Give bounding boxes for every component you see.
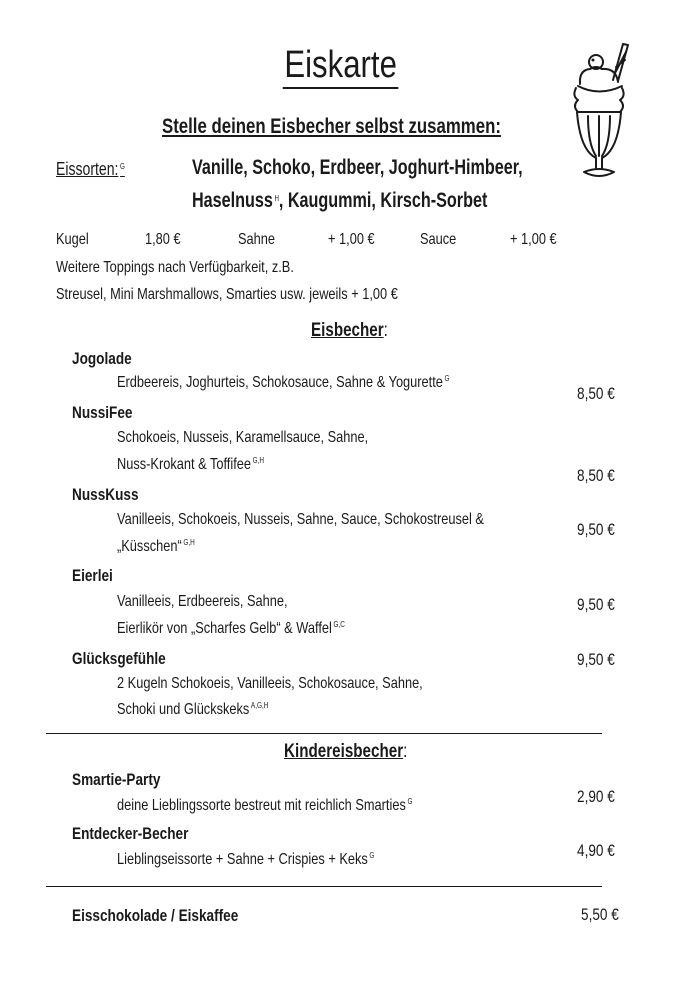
menu-item-price: 9,50 € <box>577 520 615 539</box>
page-title: Eiskarte <box>0 44 681 89</box>
flavors-line-1: Vanille, Schoko, Erdbeer, Joghurt-Himbeer, <box>192 156 523 179</box>
sahne-label: Sahne <box>238 231 276 248</box>
drink-price: 5,50 € <box>581 905 619 924</box>
menu-item-description: Eierlikör von „Scharfes Gelb“ & Waffel $^{G,C}$ <box>117 620 345 637</box>
flavors-label: Eissorten: $^G$ <box>56 159 125 179</box>
menu-item-name: NussiFee <box>72 403 133 422</box>
intro-heading: Stelle deinen Eisbecher selbst zusammen: <box>162 115 501 138</box>
section-divider <box>46 733 602 734</box>
menu-item-price: 8,50 € <box>577 384 615 403</box>
menu-item-description: Erdbeereis, Joghurteis, Schokosauce, Sahne & Yogurette $^G$ <box>117 374 450 391</box>
kindereisbecher-heading: Kindereisbecher: <box>284 741 408 762</box>
ice-cream-sundae-icon <box>566 40 632 190</box>
menu-item-description: Lieblingseissorte + Sahne + Crispies + Keks $^G$ <box>117 851 375 868</box>
menu-item-description: Vanilleeis, Schokoeis, Nusseis, Sahne, Sauce, Schokostreusel & <box>117 511 484 528</box>
menu-item-name: NussKuss <box>72 485 139 504</box>
drink-name: Eisschokolade / Eiskaffee <box>72 906 239 925</box>
kugel-label: Kugel <box>56 231 89 248</box>
menu-item-price: 8,50 € <box>577 466 615 485</box>
menu-item-name: Eierlei <box>72 566 113 585</box>
flavors-line-2: Haselnuss $^H$, Kaugummi, Kirsch-Sorbet <box>192 189 488 212</box>
sauce-price: + 1,00 € <box>510 231 557 248</box>
menu-item-name: Jogolade <box>72 349 132 368</box>
menu-item-description: deine Lieblingssorte bestreut mit reichlich Smarties $^G$ <box>117 797 413 814</box>
toppings-line-1: Weitere Toppings nach Verfügbarkeit, z.B. <box>56 259 294 276</box>
menu-item-price: 2,90 € <box>577 787 615 806</box>
menu-item-price: 4,90 € <box>577 841 615 860</box>
menu-item-name: Glücksgefühle <box>72 649 166 668</box>
menu-item-name: Entdecker-Becher <box>72 824 189 843</box>
sauce-label: Sauce <box>420 231 457 248</box>
kugel-price: 1,80 € <box>145 231 181 248</box>
menu-item-name: Smartie-Party <box>72 770 161 789</box>
menu-item-description: „Küsschen“ $^{G,H}$ <box>117 538 195 555</box>
menu-item-description: Schokoeis, Nusseis, Karamellsauce, Sahne, <box>117 429 369 446</box>
menu-item-description: Vanilleeis, Erdbeereis, Sahne, <box>117 593 288 610</box>
menu-item-price: 9,50 € <box>577 650 615 669</box>
menu-item-description: 2 Kugeln Schokoeis, Vanilleeis, Schokosauce, Sahne, <box>117 675 423 692</box>
sahne-price: + 1,00 € <box>328 231 375 248</box>
eisbecher-heading: Eisbecher: <box>311 320 388 341</box>
toppings-line-2: Streusel, Mini Marshmallows, Smarties usw. jeweils + 1,00 € <box>56 286 398 303</box>
menu-item-price: 9,50 € <box>577 595 615 614</box>
section-divider <box>46 886 602 887</box>
menu-item-description: Nuss-Krokant & Toffifee $^{G,H}$ <box>117 456 264 473</box>
menu-item-description: Schoki und Glückskeks $^{A,G,H}$ <box>117 701 269 718</box>
